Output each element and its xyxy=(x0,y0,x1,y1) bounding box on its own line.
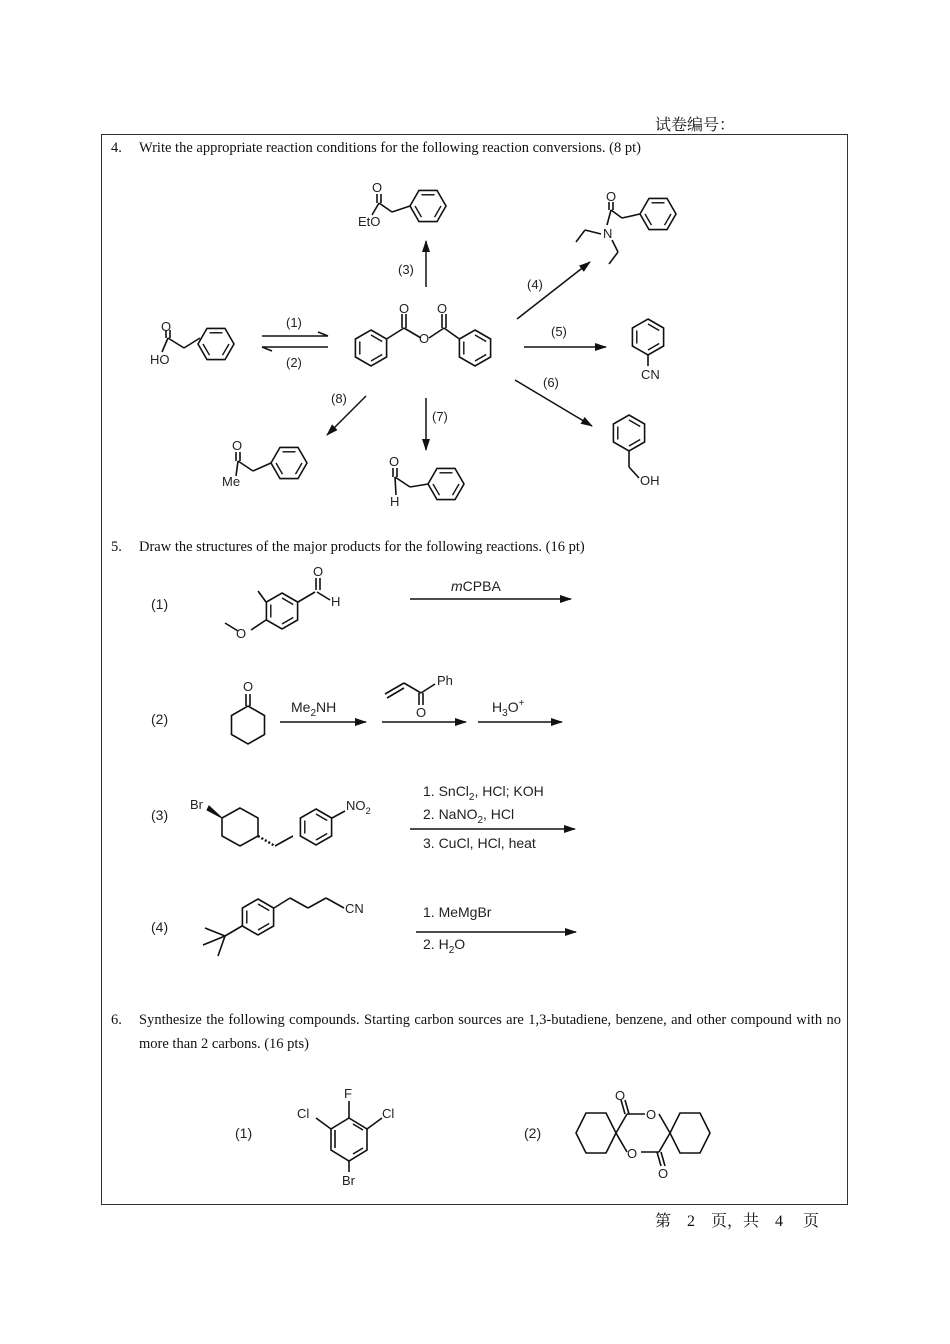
atom-cl: Cl xyxy=(382,1106,395,1121)
atom-o: O xyxy=(232,438,243,453)
q5-item-label: (4) xyxy=(151,919,169,935)
reagent-sub: 2 xyxy=(310,708,317,719)
atom-sub: 2 xyxy=(365,806,371,817)
atom-o: O xyxy=(236,626,247,641)
benzonitrile-structure xyxy=(632,319,663,366)
step-part: 1. SnCl xyxy=(423,783,469,799)
reagent-prefix: m xyxy=(451,578,463,594)
question-text: Write the appropriate reaction conditions for the following reaction conversions. (8 pt) xyxy=(139,140,641,156)
arrow-label-7: (7) xyxy=(432,409,448,424)
atom-o: O xyxy=(399,301,410,316)
footer-text: 页 xyxy=(803,1213,820,1230)
atom-h: H xyxy=(331,594,341,609)
question-text: Draw the structures of the major products for the following reactions. (16 pt) xyxy=(139,539,585,555)
benzoic-acid-structure xyxy=(162,328,234,359)
atom-eto: EtO xyxy=(358,214,381,229)
footer-text: 页，共 xyxy=(711,1213,760,1230)
atom-o: O xyxy=(419,331,430,346)
atom-o: O xyxy=(606,189,617,204)
reagent-h3o xyxy=(492,698,525,719)
arrow-label-8: (8) xyxy=(331,391,347,406)
q5-2-substrate xyxy=(232,694,265,744)
ethyl-benzoate-structure xyxy=(372,190,446,221)
atom-br: Br xyxy=(342,1173,355,1188)
q6-item-label: (2) xyxy=(524,1125,542,1141)
question-text: Synthesize the following compounds. Starting carbon sources are 1,3-butadiene, benzene, and other compound with no more than 2 carbons. (16 pts) xyxy=(139,1012,841,1052)
q5-item-label: (2) xyxy=(151,711,169,727)
atom-o: O xyxy=(627,1146,638,1161)
reagent-part: O xyxy=(507,699,519,715)
atom-o: O xyxy=(646,1107,657,1122)
q5-1-substrate xyxy=(225,578,330,631)
q5-4-step-1: 1. MeMgBr xyxy=(423,904,492,920)
reagent-part: H xyxy=(492,699,503,715)
arrow-label-3: (3) xyxy=(398,262,414,277)
atom-br: Br xyxy=(190,797,203,812)
step-part: 2. NaNO xyxy=(423,806,478,822)
question-number: 5. xyxy=(111,539,122,555)
atom-n: N xyxy=(603,226,613,241)
q6-item-label: (1) xyxy=(235,1125,253,1141)
atom-me: Me xyxy=(222,474,241,489)
atom-o: O xyxy=(161,319,172,334)
acetophenone-structure xyxy=(236,447,307,478)
footer-text: 第 xyxy=(655,1213,672,1230)
atom-ho: HO xyxy=(150,352,170,367)
step-part: , HCl; KOH xyxy=(474,783,544,799)
step-part: 2. H xyxy=(423,936,449,952)
atom-o: O xyxy=(389,454,400,469)
atom-o: O xyxy=(313,564,324,579)
diethylbenzamide-structure xyxy=(576,198,676,264)
reagent-mcpba xyxy=(451,578,501,594)
step-part: , HCl xyxy=(483,806,515,822)
q5-3-step-2 xyxy=(423,806,514,826)
reagent-part: Me xyxy=(291,699,311,715)
atom-cl: Cl xyxy=(297,1106,310,1121)
atom-no2 xyxy=(346,798,371,817)
atom-o: O xyxy=(437,301,448,316)
atom-o: O xyxy=(658,1166,669,1181)
atom-o: O xyxy=(615,1088,626,1103)
q5-3-step-3: 3. CuCl, HCl, heat xyxy=(423,835,536,851)
reagent-sub: 3 xyxy=(502,708,508,719)
atom-o: O xyxy=(372,180,383,195)
atom-f: F xyxy=(344,1086,352,1101)
atom-cn: CN xyxy=(641,367,660,382)
reagent-sup: + xyxy=(518,698,525,709)
q5-item-label: (3) xyxy=(151,807,169,823)
arrow-label-5: (5) xyxy=(551,324,567,339)
atom-ph: Ph xyxy=(437,673,453,688)
atom-part: NO xyxy=(346,798,366,813)
total-pages-number: 4 xyxy=(775,1213,784,1230)
q5-3-step-1 xyxy=(423,783,544,803)
atom-o: O xyxy=(416,705,427,720)
atom-oh: OH xyxy=(640,473,660,488)
step-sub: 2 xyxy=(468,792,475,803)
q6-1-target-structure xyxy=(316,1101,382,1172)
step-part: O xyxy=(454,936,466,952)
arrow-label-1: (1) xyxy=(286,315,302,330)
atom-h: H xyxy=(390,494,400,509)
atom-cn: CN xyxy=(345,901,364,916)
question-number: 4. xyxy=(111,140,122,156)
benzyl-alcohol-structure xyxy=(613,415,644,478)
question-number: 6. xyxy=(111,1012,122,1028)
exam-id-label: 试卷编号： xyxy=(655,117,736,134)
reagent-me2nh xyxy=(291,699,336,719)
q5-4-substrate xyxy=(203,898,344,956)
atom-o: O xyxy=(243,679,254,694)
q5-4-step-2 xyxy=(423,936,465,956)
step-sub: 2 xyxy=(448,945,455,956)
reagent-name: CPBA xyxy=(462,578,501,594)
arrow-label-4: (4) xyxy=(527,277,543,292)
page-footer xyxy=(655,1208,819,1231)
arrow-label-6: (6) xyxy=(543,375,559,390)
q5-item-label: (1) xyxy=(151,596,169,612)
benzaldehyde-structure xyxy=(393,468,464,500)
step-sub: 2 xyxy=(477,815,484,826)
arrow-label-2: (2) xyxy=(286,355,302,370)
q5-3-substrate xyxy=(207,806,345,846)
reagent-part: NH xyxy=(316,699,337,715)
q6-2-target-structure xyxy=(576,1100,710,1166)
current-page-number: 2 xyxy=(687,1213,696,1230)
q5-2-enone xyxy=(385,683,435,705)
